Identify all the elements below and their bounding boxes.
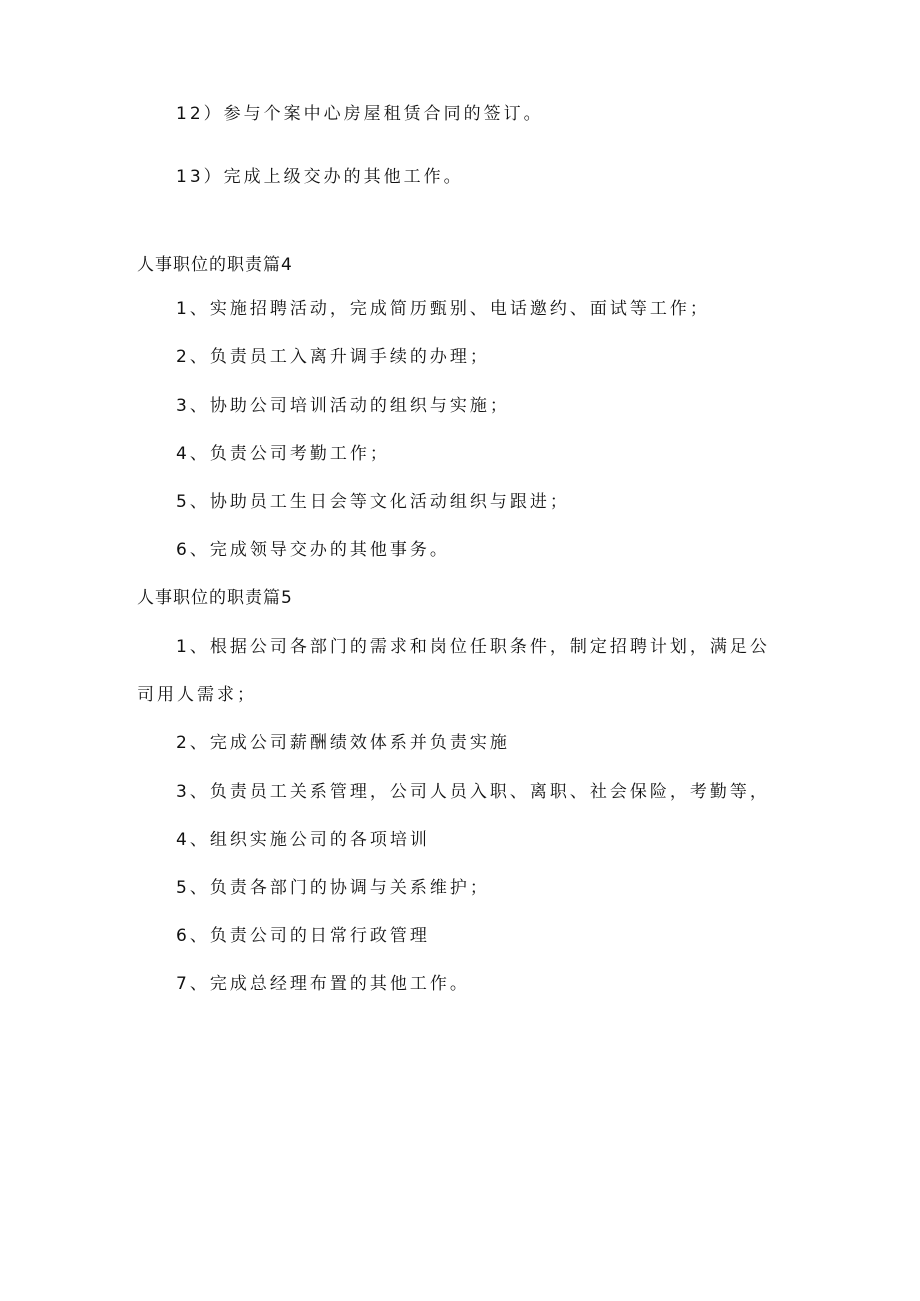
item-13: 13）完成上级交办的其他工作。 [176, 167, 464, 187]
section-5-title: 人事职位的职责篇5 [137, 588, 293, 608]
section-4-title: 人事职位的职责篇4 [137, 255, 293, 275]
section-4-item-6: 6、完成领导交办的其他事务。 [176, 540, 450, 560]
section-4-item-2: 2、负责员工入离升调手续的办理； [176, 347, 490, 367]
section-5-item-3: 3、负责员工关系管理，公司人员入职、离职、社会保险，考勤等， [176, 782, 770, 802]
section-5-item-1: 1、根据公司各部门的需求和岗位任职条件，制定招聘计划，满足公 [176, 637, 770, 657]
section-4-item-4: 4、负责公司考勤工作； [176, 444, 390, 464]
section-5-item-1-cont: 司用人需求； [137, 685, 257, 705]
section-5-item-2: 2、完成公司薪酬绩效体系并负责实施 [176, 733, 510, 753]
section-4-item-3: 3、协助公司培训活动的组织与实施； [176, 396, 510, 416]
section-5-item-4: 4、组织实施公司的各项培训 [176, 830, 430, 850]
section-5-item-7: 7、完成总经理布置的其他工作。 [176, 974, 470, 994]
section-5-item-6: 6、负责公司的日常行政管理 [176, 926, 430, 946]
section-4-item-5: 5、协助员工生日会等文化活动组织与跟进； [176, 492, 570, 512]
item-12: 12）参与个案中心房屋租赁合同的签订。 [176, 104, 544, 124]
section-4-item-1: 1、实施招聘活动，完成简历甄别、电话邀约、面试等工作； [176, 299, 710, 319]
section-5-item-5: 5、负责各部门的协调与关系维护； [176, 878, 490, 898]
